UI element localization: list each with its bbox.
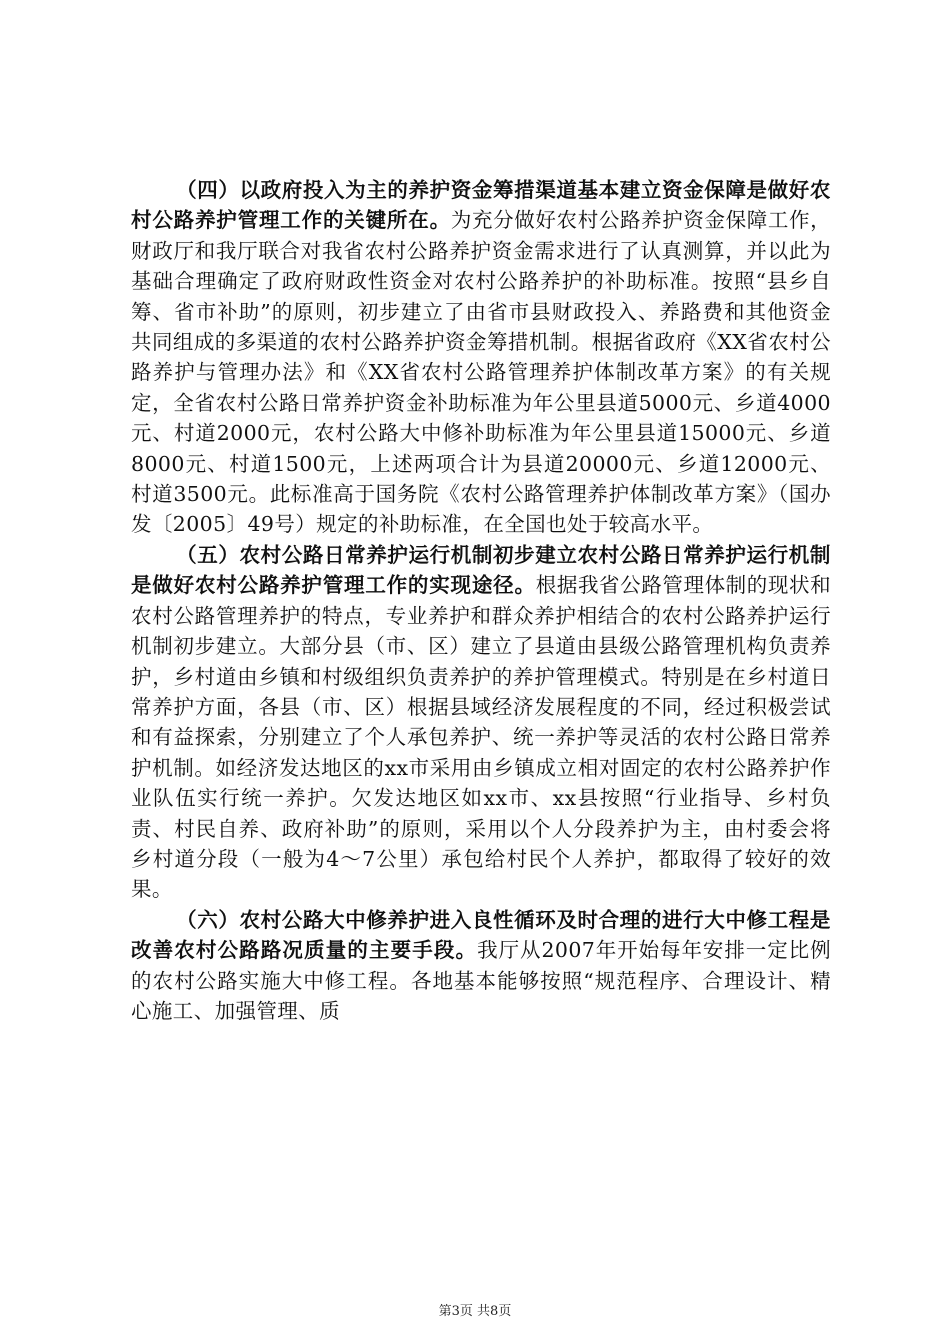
paragraph-4-text: 为充分做好农村公路养护资金保障工作，财政厅和我厅联合对我省农村公路养护资金需求进行了认真测算，并以此为基础合理确定了政府财政性资金对农村公路养护的补助标准。按照“县乡自筹、省市补助”的原则，初步建立了由省市县财政投入、养路费和其他资金共同组成的多渠道的农村公路养护资金筹措机制。根据省政府《XX省农村公路养护与管理办法》和《XX省农村公路管理养护体制改革方案》的有关规定，全省农村公路日常养护资金补助标准为年公里县道5000元、乡道4000元、村道2000元，农村公路大中修补助标准为年公里县道15000元、乡道8000元、村道1500元，上述两项合计为县道20000元、乡道12000元、村道3500元。此标准高于国务院《农村公路管理养护体制改革方案》（国办发〔2005〕49号）规定的补助标准，在全国也处于较高水平。	[131, 208, 831, 537]
document-body	[131, 175, 831, 1026]
paragraph-4-heading: （四）以政府投入为主的养护资金筹措渠道基本建立资金保障是做好农村公路养护管理工作的关键所在。	[131, 178, 831, 233]
paragraph-5-heading: （五）农村公路日常养护运行机制初步建立农村公路日常养护运行机制是做好农村公路养护管理工作的实现途径。	[131, 542, 831, 598]
paragraph-4	[131, 175, 831, 540]
paragraph-5	[131, 540, 831, 905]
page-number-footer: 第3页 共8页	[438, 1304, 512, 1319]
paragraph-5-text: 根据我省公路管理体制的现状和农村公路管理养护的特点，专业养护和群众养护相结合的农村公路养护运行机制初步建立。大部分县（市、区）建立了县道由县级公路管理机构负责养护，乡村道由乡镇和村级组织负责养护的养护管理模式。特别是在乡村道日常养护方面，各县（市、区）根据县域经济发展程度的不同，经过积极尝试和有益探索，分别建立了个人承包养护、统一养护等灵活的农村公路日常养护机制。如经济发达地区的xx市采用由乡镇成立相对固定的农村公路养护作业队伍实行统一养护。欠发达地区如xx市、xx县按照“行业指导、乡村负责、村民自养、政府补助”的原则，采用以个人分段养护为主，由村委会将乡村道分段（一般为4～7公里）承包给村民个人养护，都取得了较好的效果。	[131, 573, 831, 902]
paragraph-6	[131, 905, 831, 1027]
paragraph-6-heading: （六）农村公路大中修养护进入良性循环及时合理的进行大中修工程是改善农村公路路况质量的主要手段。	[131, 907, 831, 963]
paragraph-6-text: 我厅从2007年开始每年安排一定比例的农村公路实施大中修工程。各地基本能够按照“规范程序、合理设计、精心施工、加强管理、质	[131, 938, 831, 1023]
